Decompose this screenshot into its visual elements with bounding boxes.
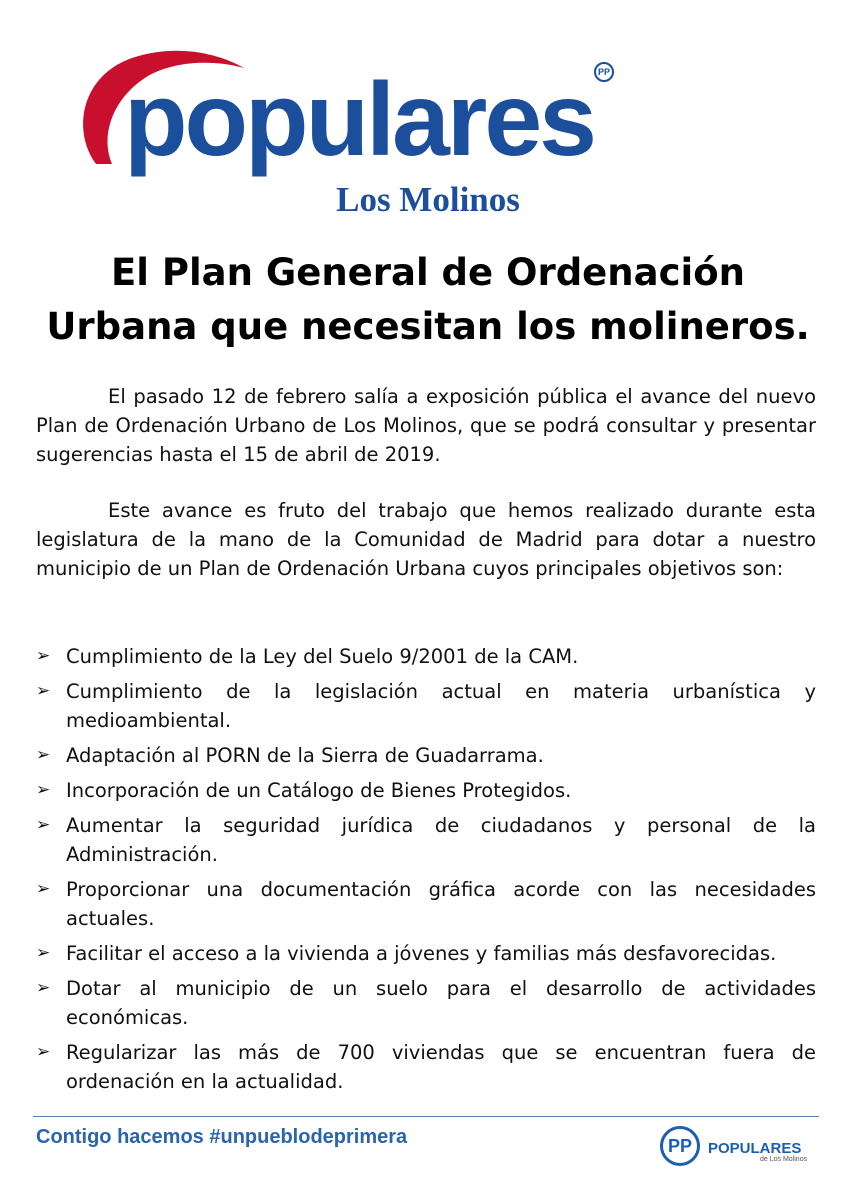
list-item: ➢ Adaptación al PORN de la Sierra de Guadarrama. (36, 741, 816, 770)
list-item: ➢ Cumplimiento de la legislación actual en materia urbanística y medioambiental. (36, 677, 816, 735)
page-title: El Plan General de Ordenación Urbana que necesitan los molineros. (46, 251, 810, 348)
subtitle: Los Molinos (336, 180, 520, 219)
footer-brand: POPULARES (708, 1140, 802, 1157)
populares-logo (66, 40, 626, 190)
pp-logo-icon: PP (660, 1126, 700, 1166)
list-item: ➢ Incorporación de un Catálogo de Bienes Protegidos. (36, 776, 816, 805)
arrowhead-icon: ➢ (36, 681, 51, 701)
arrowhead-icon: ➢ (36, 646, 51, 666)
footer-slogan: Contigo hacemos #unpueblodeprimera (36, 1126, 408, 1148)
list-item: ➢ Dotar al municipio de un suelo para el desarrollo de actividades económicas. (36, 974, 816, 1032)
arrowhead-icon: ➢ (36, 780, 51, 800)
body-paragraph: Este avance es fruto del trabajo que hemos realizado durante esta legislatura de la mano de la Comunidad de Madrid para dotar a nuestro municipio de un Plan de Ordenación Urbana cuyos principales objetivos son: (36, 499, 816, 580)
list-item: ➢ Regularizar las más de 700 viviendas que se encuentran fuera de ordenación en la actualidad. (36, 1038, 816, 1096)
arrowhead-icon: ➢ (36, 943, 51, 963)
objectives-list (36, 642, 816, 1102)
logo-wordmark: populares (124, 62, 594, 178)
arrowhead-icon: ➢ (36, 1042, 51, 1062)
arrowhead-icon: ➢ (36, 879, 51, 899)
arrowhead-icon: ➢ (36, 815, 51, 835)
registered-mark: PP (594, 62, 614, 82)
list-item: ➢ Cumplimiento de la Ley del Suelo 9/2001 de la CAM. (36, 642, 816, 671)
arrowhead-icon: ➢ (36, 978, 51, 998)
footer-brand-sub: de Los Molinos (760, 1156, 808, 1163)
intro-paragraph: El pasado 12 de febrero salía a exposición pública el avance del nuevo Plan de Ordenación Urbano de Los Molinos, que se podrá consultar y presentar sugerencias hasta el 15 de abril de 2019. (36, 385, 816, 466)
list-item: ➢ Aumentar la seguridad jurídica de ciudadanos y personal de la Administración. (36, 811, 816, 869)
list-item: ➢ Proporcionar una documentación gráfica acorde con las necesidades actuales. (36, 875, 816, 933)
list-item: ➢ Facilitar el acceso a la vivienda a jóvenes y familias más desfavorecidas. (36, 939, 816, 968)
footer-divider (33, 1116, 819, 1117)
arrowhead-icon: ➢ (36, 745, 51, 765)
